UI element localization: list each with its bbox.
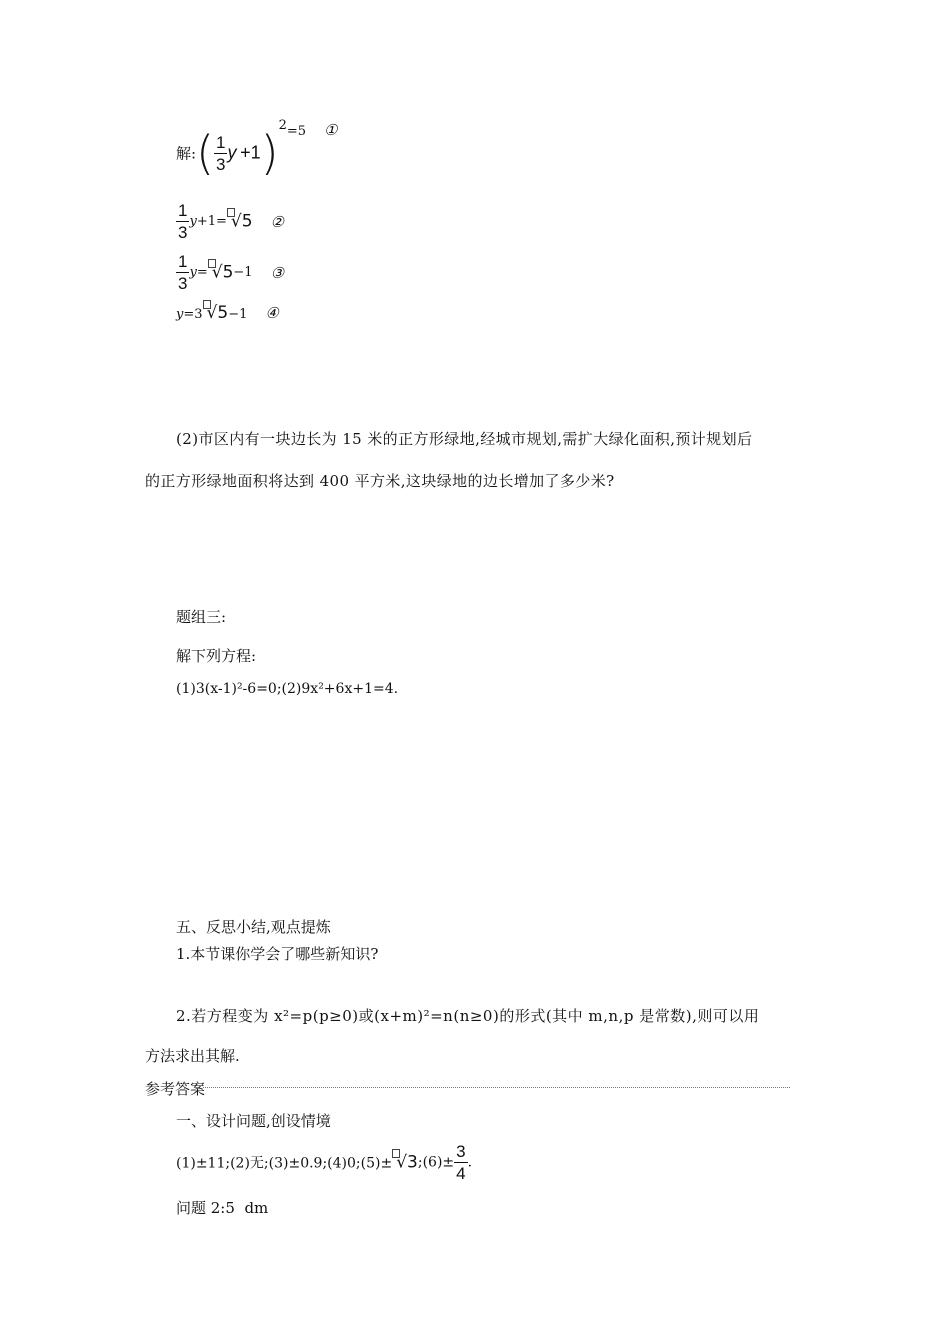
- answers-heading: 参考答案: [145, 1080, 206, 1098]
- answers-section-1: 一、设计问题,创设情境: [176, 1112, 331, 1130]
- answers-question-2: 问题 2:5 dm: [176, 1199, 269, 1217]
- problem-2-line-2: 的正方形绿地面积将达到 400 平方米,这块绿地的边长增加了多少米?: [145, 472, 615, 490]
- sqrt-5: √5: [211, 262, 234, 283]
- dotted-leader: [203, 1087, 790, 1088]
- answers-line-1-end: .: [467, 1154, 473, 1171]
- step-marker-1: ①: [324, 121, 338, 139]
- group-3-equations: (1)3(x-1)²-6=0;(2)9x²+6x+1=4.: [176, 681, 399, 697]
- group-3-instruction: 解下列方程:: [176, 647, 257, 665]
- fraction-one-third: $\frac{1}{3}$: [178, 201, 188, 242]
- right-paren: ): [260, 126, 279, 180]
- section-5-title: 五、反思小结,观点提炼: [176, 918, 331, 936]
- solution-step-3: $\frac{1}{3}$ y= √5−1 ③: [178, 252, 285, 293]
- answers-line-1-mid: ;(6)±: [417, 1154, 455, 1171]
- problem-2-line-1: (2)市区内有一块边长为 15 米的正方形绿地,经城市规划,需扩大绿化面积,预计规划后: [176, 430, 753, 448]
- rhs-value: 5: [297, 124, 307, 139]
- fraction-one-third: $\frac{1}{3}$: [216, 132, 226, 174]
- fraction-one-third: $\frac{1}{3}$: [178, 252, 188, 293]
- answers-line-1: [176, 1143, 472, 1182]
- section-5-question-2-line-2: 方法求出其解.: [145, 1047, 240, 1065]
- sqrt-3: √3: [396, 1152, 418, 1173]
- solution-step-4: y=3 √5−1 ④: [176, 300, 279, 323]
- step-marker-3: ③: [270, 263, 285, 282]
- solution-label: 解:: [176, 144, 197, 163]
- step-marker-4: ④: [265, 304, 279, 322]
- solution-step-2: $\frac{1}{3}$ y+1= √5 ②: [178, 201, 284, 242]
- solution-step-1: 解:( $\frac{1}{3}$ y +1)$^2$=5 ①: [176, 118, 338, 180]
- left-paren: (: [196, 126, 215, 180]
- answers-line-1-prefix: (1)±11;(2)无;(3)±0.9;(4)0;(5)±: [176, 1155, 393, 1172]
- fraction-three-quarters: $\frac{3}{4}$: [456, 1142, 466, 1183]
- section-5-question-2-line-1: 2.若方程变为 x²=p(p≥0)或(x+m)²=n(n≥0)的形式(其中 m,n,p 是常数),则可以用: [176, 1007, 760, 1025]
- expr-y-plus-1: y +1: [227, 142, 261, 163]
- group-3-title: 题组三:: [176, 608, 227, 626]
- sqrt-5: √5: [206, 303, 229, 323]
- sqrt-5: √5: [230, 211, 253, 232]
- step-marker-2: ②: [270, 212, 284, 231]
- section-5-question-1: 1.本节课你学会了哪些新知识?: [176, 945, 379, 963]
